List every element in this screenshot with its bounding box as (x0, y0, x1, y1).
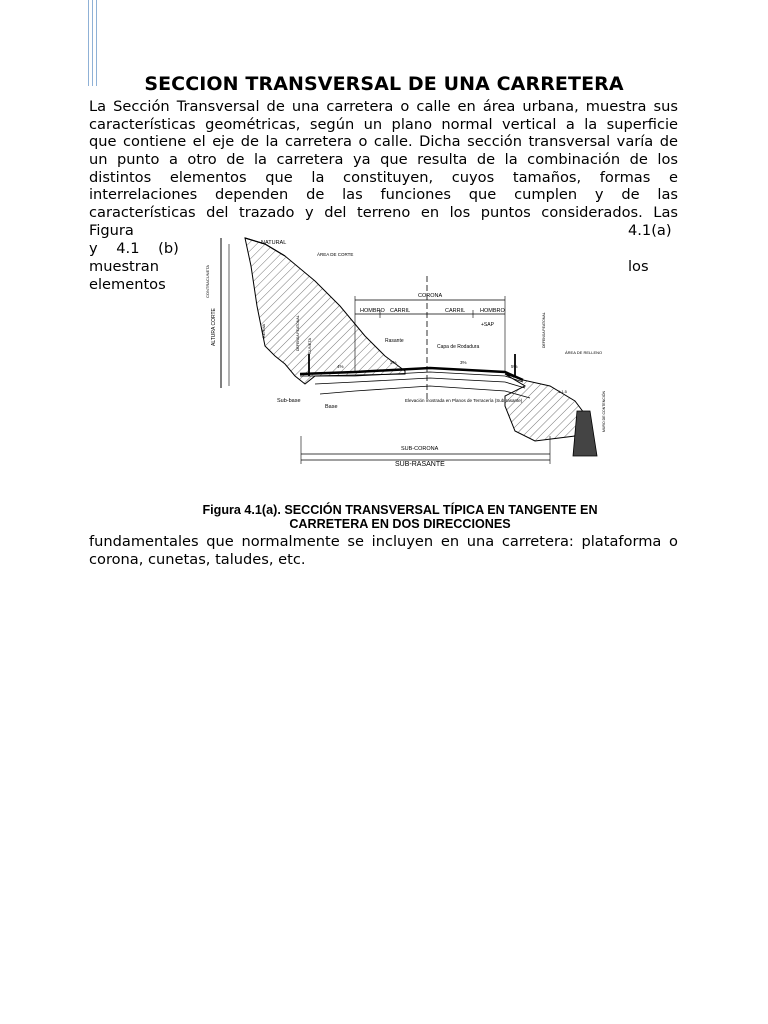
label-pct-mid-right: 3% (460, 360, 467, 365)
label-capa-rodadura: Capa de Rodadura (437, 344, 480, 350)
label-contracuneta: CONTRACUNETA (205, 264, 210, 298)
cross-section-diagram (205, 236, 625, 468)
label-sub-corona: SUB-CORONA (401, 446, 439, 452)
retaining-wall (573, 411, 597, 456)
paragraph-line: distintos elementos que la constituyen, cuyos tamaños, formas e (89, 168, 678, 186)
wrap-text-left: muestran (89, 258, 159, 275)
closing-paragraph (89, 533, 678, 568)
label-area-corte: ÁREA DE CORTE (317, 252, 354, 257)
label-sap: +SAP (481, 322, 494, 328)
wrap-text-left: Figura (89, 222, 134, 239)
intro-paragraph (89, 98, 678, 222)
label-altura-corte: ALTURA CORTE (211, 308, 217, 346)
paragraph-line: características del trazado y del terreno en los puntos considerados. Las (89, 204, 678, 222)
label-pct-left: 4% (337, 364, 344, 369)
label-rasante: Rasante (385, 338, 404, 344)
label-slope: 1:1.5 (558, 389, 567, 394)
label-pct-mid-left: 3% (390, 360, 397, 365)
paragraph-line: un punto a otro de la carretera ya que resulta de la combinación de los (89, 151, 678, 169)
label-hombro-left: HOMBRO (360, 308, 385, 314)
paragraph-line: interrelaciones dependen de las funciones que cumplen y de las (89, 186, 678, 204)
wrap-text-right: los (628, 258, 649, 275)
figure-caption (180, 503, 620, 531)
label-elevacion: Elevación mostrada en Planos de Terracería (Sub-rasante) (405, 398, 523, 403)
label-defensa-right: DEFENSA PEATONAL (542, 312, 546, 348)
label-corona: CORONA (418, 293, 443, 299)
label-carril-right: CARRIL (445, 308, 466, 314)
label-base: Base (325, 404, 338, 410)
caption-line: CARRETERA EN DOS DIRECCIONES (289, 517, 511, 531)
page-title: SECCION TRANSVERSAL DE UNA CARRETERA (144, 73, 624, 95)
label-sub-base: Sub-base (277, 398, 301, 404)
wrap-text-left: elementos (89, 276, 166, 293)
caption-line: Figura 4.1(a). SECCIÓN TRANSVERSAL TÍPICA EN TANGENTE EN (202, 503, 598, 517)
label-cuneta: CUNETA (307, 337, 312, 354)
label-carril-left: CARRIL (390, 308, 411, 314)
label-natural: NATURAL (261, 240, 287, 246)
paragraph-line: La Sección Transversal de una carretera o calle en área urbana, muestra sus (89, 98, 678, 115)
paragraph-line: fundamentales que normalmente se incluyen en una carretera: plataforma o (89, 533, 678, 550)
label-berma: BERMA (261, 323, 266, 338)
wrap-text-left: y 4.1 (b) (89, 240, 179, 257)
paragraph-line: corona, cunetas, taludes, etc. (89, 550, 306, 568)
label-muro: MURO DE CONTENCIÓN (602, 390, 606, 432)
paragraph-line: que contiene el eje de la carretera o calle. Dicha sección transversal varía de (89, 133, 678, 151)
label-defensa-peatonal: DEFENSA PEATONAL (296, 315, 300, 351)
label-sub-rasante: SUB-RASANTE (395, 461, 445, 468)
label-area-relleno: ÁREA DE RELLENO (565, 350, 603, 355)
wrap-text-right: 4.1(a) (628, 222, 672, 239)
paragraph-line: características geométricas, según un plano normal vertical a la superficie (89, 115, 678, 133)
label-pct-right: 5% (511, 364, 518, 369)
label-hombro-right: HOMBRO (480, 308, 505, 314)
